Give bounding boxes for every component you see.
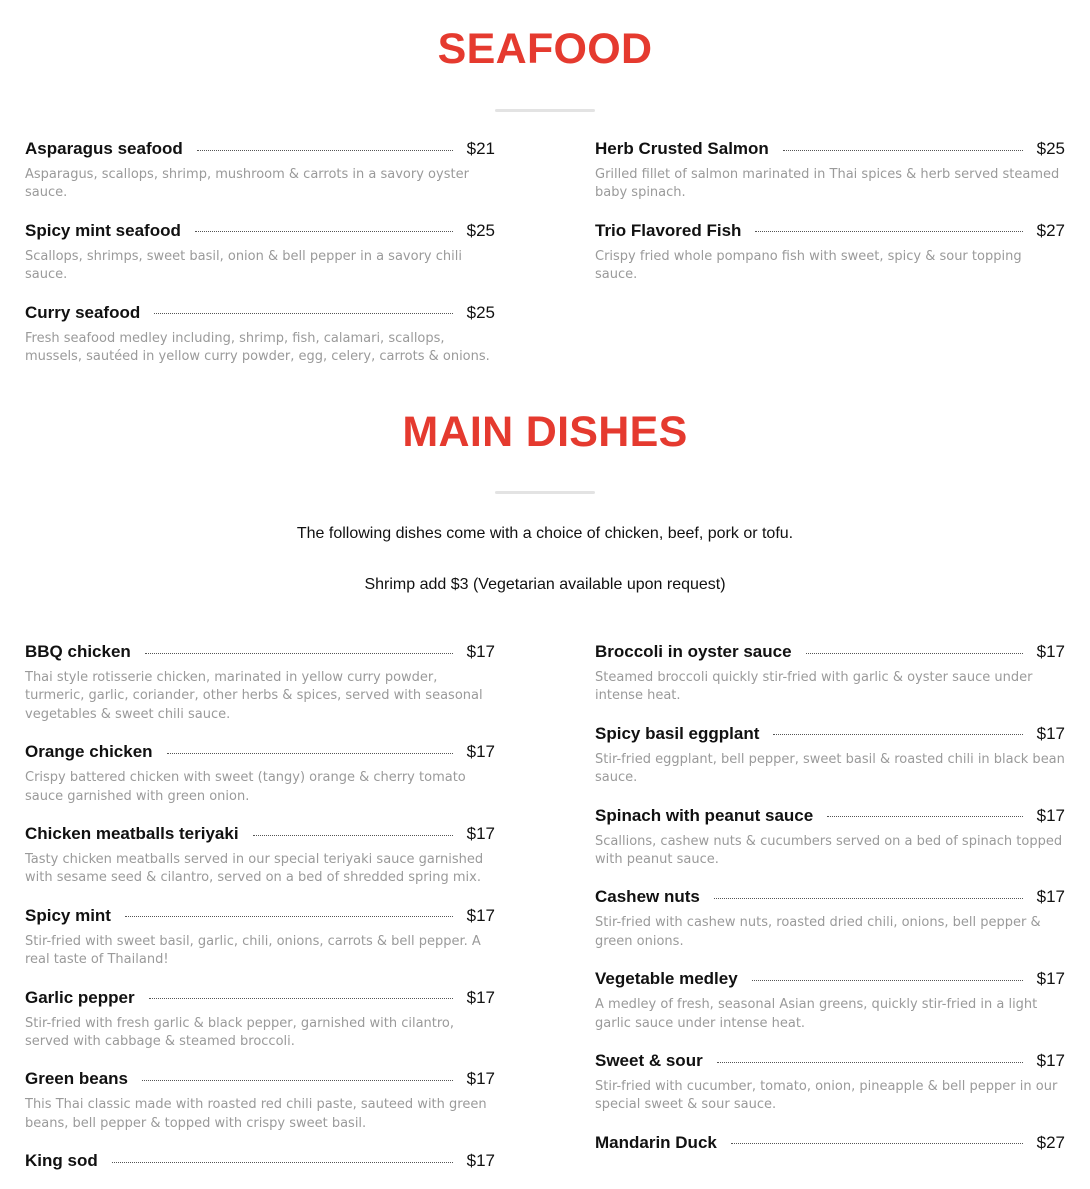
menu-item-description: Steamed broccoli quickly stir-fried with garlic & oyster sauce under intense heat. — [595, 670, 1033, 704]
menu-item-price: $17 — [1036, 723, 1065, 743]
menu-item-price: $27 — [1036, 1132, 1065, 1152]
menu-item-name: Green beans — [25, 1069, 128, 1089]
seafood-title: SEAFOOD — [437, 25, 653, 73]
menu-item — [595, 220, 1065, 285]
menu-item-description: Stir-fried with fresh garlic & black pepper, garnished with cilantro, served with cabbage & steamed broccoli. — [25, 1015, 455, 1050]
main-dishes-note-shrimp: Shrimp add $3 (Vegetarian available upon request) — [364, 576, 726, 593]
menu-item-description: This Thai classic made with roasted red chili paste, sauteed with green beans, bell pepper & topped with crispy sweet basil. — [25, 1097, 487, 1131]
menu-item-price: $17 — [466, 905, 495, 925]
menu-item-description: Fresh seafood medley including, shrimp, fish, calamari, scallops, mussels, sautéed in yellow curry powder, egg, celery, carrots & onions. — [25, 330, 490, 365]
menu-item — [595, 805, 1065, 870]
menu-item-header — [595, 723, 1065, 745]
seafood-right-column — [595, 138, 1065, 302]
menu-item-description: Stir-fried with sweet basil, garlic, chili, onions, carrots & bell pepper. A real taste of Thailand! — [25, 933, 481, 968]
menu-item-header — [25, 905, 495, 927]
menu-item-name: Curry seafood — [25, 302, 141, 322]
menu-item-header — [595, 138, 1065, 160]
menu-item-description: Scallops, shrimps, sweet basil, onion & bell pepper in a savory chili sauce. — [25, 248, 462, 283]
menu-item-header — [595, 1050, 1065, 1072]
main-dishes-title: MAIN DISHES — [402, 408, 688, 456]
menu-item-price: $17 — [466, 642, 495, 661]
menu-item-name: Mandarin Duck — [595, 1132, 717, 1152]
dotted-leader — [167, 753, 453, 754]
menu-item — [25, 987, 495, 1052]
menu-item-header — [595, 805, 1065, 827]
menu-item-price: $25 — [1036, 139, 1065, 158]
menu-item-description: Tasty chicken meatballs served in our special teriyaki sauce garnished with sesame seed & cilantro, served on a bed of shredded spring mix. — [25, 852, 484, 886]
menu-item-price: $17 — [1036, 805, 1065, 825]
menu-item-price: $17 — [1036, 887, 1065, 907]
dotted-leader — [112, 1162, 453, 1163]
menu-item — [25, 823, 495, 888]
menu-item — [595, 138, 1065, 203]
menu-item-name: Cashew nuts — [595, 887, 700, 907]
menu-item-header — [595, 220, 1065, 242]
menu-item-name: Spinach with peanut sauce — [595, 805, 814, 825]
menu-item — [595, 723, 1065, 788]
menu-item — [25, 1068, 495, 1133]
dotted-leader — [145, 653, 453, 654]
dotted-leader — [717, 1062, 1023, 1063]
menu-item — [25, 905, 495, 970]
menu-item — [595, 641, 1065, 706]
dotted-leader — [755, 231, 1022, 232]
menu-item-header — [595, 1132, 1065, 1154]
menu-item-price: $17 — [1036, 642, 1065, 661]
menu-item — [595, 886, 1065, 951]
dotted-leader — [773, 734, 1022, 735]
menu-item-description: Grilled fillet of salmon marinated in Thai spices & herb served steamed baby spinach. — [595, 167, 1060, 201]
menu-item-price: $17 — [466, 987, 495, 1007]
menu-item-description: Crispy battered chicken with sweet (tangy) orange & cherry tomato sauce garnished with green onion. — [25, 770, 466, 804]
dotted-leader — [783, 150, 1023, 151]
menu-item-price: $17 — [1036, 969, 1065, 989]
dotted-leader — [197, 150, 453, 151]
menu-item-description: Asparagus, scallops, shrimp, mushroom & carrots in a savory oyster sauce. — [25, 167, 469, 201]
dotted-leader — [154, 313, 452, 314]
main-dishes-left-column — [25, 641, 495, 1189]
menu-item-name: Trio Flavored Fish — [595, 220, 742, 240]
menu-item — [25, 138, 495, 203]
menu-item-price: $17 — [466, 824, 495, 844]
menu-item-price: $17 — [466, 742, 495, 762]
dotted-leader — [195, 231, 453, 232]
dotted-leader — [253, 835, 453, 836]
menu-item — [25, 641, 495, 724]
menu-item — [25, 741, 495, 806]
seafood-left-column — [25, 138, 495, 383]
dotted-leader — [149, 998, 453, 999]
menu-item-name: BBQ chicken — [25, 642, 131, 661]
menu-item-name: Sweet & sour — [595, 1051, 703, 1071]
menu-item-header — [25, 138, 495, 160]
menu-item-header — [25, 1068, 495, 1090]
menu-item-description: Stir-fried with cucumber, tomato, onion, pineapple & bell pepper in our special sweet & sour sauce. — [595, 1079, 1058, 1113]
dotted-leader — [806, 653, 1023, 654]
menu-item — [25, 302, 495, 367]
menu-item-name: Orange chicken — [25, 742, 153, 762]
main-dishes-divider — [495, 491, 595, 494]
menu-item-header — [25, 987, 495, 1009]
menu-item-name: King sod — [25, 1151, 98, 1171]
menu-item — [595, 1050, 1065, 1115]
menu-item-price: $25 — [466, 302, 495, 322]
menu-item-header — [25, 220, 495, 242]
menu-item-header — [25, 302, 495, 324]
menu-item-description: Stir-fried with cashew nuts, roasted dried chili, onions, bell pepper & green onions. — [595, 915, 1041, 949]
menu-item-name: Garlic pepper — [25, 987, 135, 1007]
dotted-leader — [827, 816, 1022, 817]
menu-item-description: Thai style rotisserie chicken, marinated in yellow curry powder, turmeric, garlic, coriander, other herbs & spices, served with seasonal vegetables & sweet chili sauce. — [25, 670, 483, 722]
menu-item — [595, 1132, 1065, 1154]
menu-item-description: Stir-fried eggplant, bell pepper, sweet basil & roasted chili in black bean sauce. — [595, 751, 1065, 786]
menu-item-description: Scallions, cashew nuts & cucumbers served on a bed of spinach topped with peanut sauce. — [595, 833, 1063, 868]
menu-item-name: Vegetable medley — [595, 969, 738, 989]
dotted-leader — [731, 1143, 1023, 1144]
menu-item-header — [25, 823, 495, 845]
menu-item-description: Crispy fried whole pompano fish with sweet, spicy & sour topping sauce. — [595, 248, 1022, 283]
menu-item-name: Herb Crusted Salmon — [595, 139, 769, 158]
dotted-leader — [714, 898, 1023, 899]
menu-item-name: Spicy mint seafood — [25, 220, 181, 240]
menu-item-header — [595, 968, 1065, 990]
menu-item-header — [25, 641, 495, 663]
menu-item-price: $21 — [466, 139, 495, 158]
menu-item-header — [595, 641, 1065, 663]
menu-item — [595, 968, 1065, 1033]
menu-item-price: $25 — [466, 220, 495, 240]
seafood-divider — [495, 109, 595, 112]
menu-item-header — [25, 741, 495, 763]
menu-item-name: Asparagus seafood — [25, 139, 183, 158]
menu-item-price: $17 — [1036, 1051, 1065, 1071]
menu-item-price: $17 — [466, 1069, 495, 1089]
main-dishes-note-protein: The following dishes come with a choice of chicken, beef, pork or tofu. — [296, 525, 794, 542]
menu-item-name: Broccoli in oyster sauce — [595, 642, 792, 661]
menu-item-price: $17 — [466, 1151, 495, 1171]
menu-item-description: A medley of fresh, seasonal Asian greens, quickly stir-fried in a light garlic sauce under intense heat. — [595, 997, 1038, 1031]
dotted-leader — [142, 1080, 453, 1081]
menu-item-price: $27 — [1036, 220, 1065, 240]
menu-item-name: Spicy mint — [25, 905, 111, 925]
menu-item-name: Chicken meatballs teriyaki — [25, 824, 239, 844]
dotted-leader — [752, 980, 1023, 981]
menu-item-name: Spicy basil eggplant — [595, 723, 760, 743]
dotted-leader — [125, 916, 453, 917]
menu-item-header — [595, 886, 1065, 908]
main-dishes-right-column — [595, 641, 1065, 1171]
menu-item — [25, 220, 495, 285]
